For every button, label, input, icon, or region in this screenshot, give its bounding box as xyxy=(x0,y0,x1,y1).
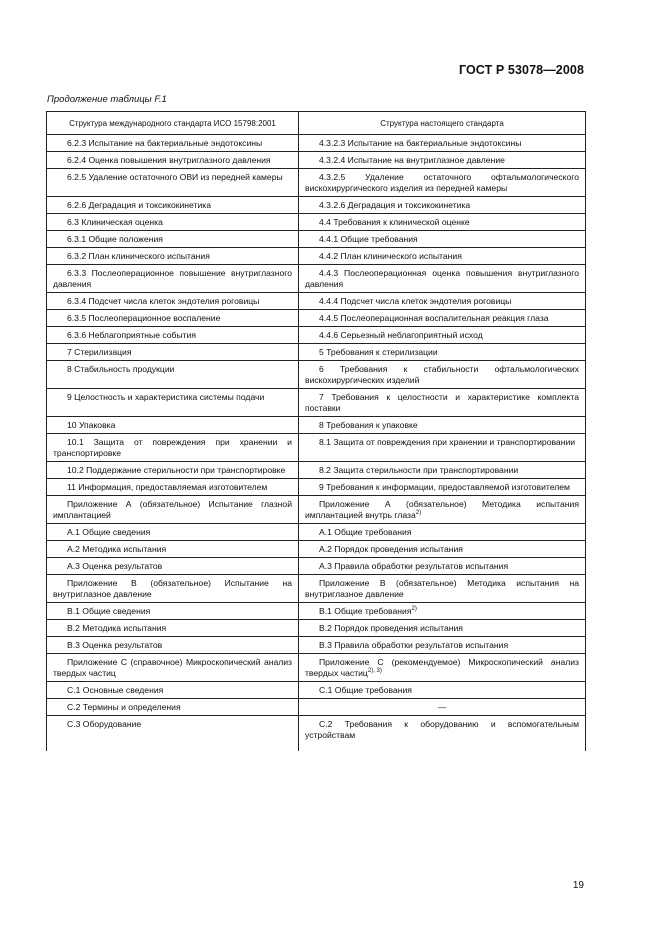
table-header-row xyxy=(47,112,586,135)
table-row xyxy=(47,479,586,496)
table-row xyxy=(47,620,586,637)
table-row xyxy=(47,169,586,197)
table-row xyxy=(47,265,586,293)
iso-cell: 6.3.4 Подсчет числа клеток эндотелия роговицы xyxy=(47,293,299,310)
table-row xyxy=(47,417,586,434)
iso-cell: 11 Информация, предоставляемая изготовителем xyxy=(47,479,299,496)
table-row xyxy=(47,152,586,169)
table-row xyxy=(47,389,586,417)
iso-cell: В.3 Оценка результатов xyxy=(47,637,299,654)
gost-cell: 4.3.2.3 Испытание на бактериальные эндотоксины xyxy=(299,135,586,152)
iso-cell: А.2 Методика испытания xyxy=(47,541,299,558)
gost-cell: С.2 Требования к оборудованию и вспомогательным устройствам xyxy=(299,716,586,752)
table-row xyxy=(47,248,586,265)
table-row xyxy=(47,135,586,152)
table-row xyxy=(47,361,586,389)
iso-cell: А.1 Общие сведения xyxy=(47,524,299,541)
table-row xyxy=(47,524,586,541)
iso-cell: 6.2.5 Удаление остаточного ОВИ из передней камеры xyxy=(47,169,299,197)
gost-cell-text: Приложение С (рекомендуемое) Микроскопический анализ твердых частиц xyxy=(305,657,579,678)
iso-cell: 6.2.6 Деградация и токсикокинетика xyxy=(47,197,299,214)
iso-cell: 10.2 Поддержание стерильности при транспортировке xyxy=(47,462,299,479)
iso-cell: С.3 Оборудование xyxy=(47,716,299,752)
document-code: ГОСТ Р 53078—2008 xyxy=(458,63,584,77)
iso-cell: 8 Стабильность продукции xyxy=(47,361,299,389)
footnote-mark: 2) xyxy=(411,606,417,613)
table-row xyxy=(47,310,586,327)
table-row xyxy=(47,699,586,716)
gost-cell: 4.4.6 Серьезный неблагоприятный исход xyxy=(299,327,586,344)
gost-cell: 4.3.2.6 Деградация и токсикокинетика xyxy=(299,197,586,214)
iso-cell: 6.3 Клиническая оценка xyxy=(47,214,299,231)
gost-cell: 9 Требования к информации, предоставляемой изготовителем xyxy=(299,479,586,496)
gost-cell: 4.4.1 Общие требования xyxy=(299,231,586,248)
iso-cell: 9 Целостность и характеристика системы подачи xyxy=(47,389,299,417)
column-header-national: Структура настоящего стандарта xyxy=(299,112,586,135)
iso-cell: С.2 Термины и определения xyxy=(47,699,299,716)
iso-cell: С.1 Основные сведения xyxy=(47,682,299,699)
iso-cell: В.1 Общие сведения xyxy=(47,603,299,620)
gost-cell: А.3 Правила обработки результатов испытания xyxy=(299,558,586,575)
gost-cell: В.2 Порядок проведения испытания xyxy=(299,620,586,637)
gost-cell: 8.1 Защита от повреждения при хранении и транспортировании xyxy=(299,434,586,462)
table-row xyxy=(47,293,586,310)
column-header-iso: Структура международного стандарта ИСО 15798:2001 xyxy=(47,112,299,135)
table-row xyxy=(47,575,586,603)
gost-cell: 8.2 Защита стерильности при транспортировании xyxy=(299,462,586,479)
iso-cell: 6.3.6 Неблагоприятные события xyxy=(47,327,299,344)
iso-cell: 6.3.3 Послеоперационное повышение внутриглазного давления xyxy=(47,265,299,293)
iso-cell: 6.2.3 Испытание на бактериальные эндотоксины xyxy=(47,135,299,152)
page-number: 19 xyxy=(572,880,584,891)
table-row xyxy=(47,197,586,214)
gost-cell: С.1 Общие требования xyxy=(299,682,586,699)
table-row xyxy=(47,214,586,231)
gost-cell: 7 Требования к целостности и характеристике комплекта поставки xyxy=(299,389,586,417)
table-row xyxy=(47,327,586,344)
table-row xyxy=(47,603,586,620)
gost-cell: Приложение В (обязательное) Методика испытания на внутриглазное давление xyxy=(299,575,586,603)
iso-cell: 7 Стерилизация xyxy=(47,344,299,361)
iso-cell: Приложение В (обязательное) Испытание на внутриглазное давление xyxy=(47,575,299,603)
gost-cell: 4.4.2 План клинического испытания xyxy=(299,248,586,265)
table-row xyxy=(47,434,586,462)
table-row xyxy=(47,637,586,654)
table-row xyxy=(47,496,586,524)
gost-cell xyxy=(299,603,586,620)
iso-cell: В.2 Методика испытания xyxy=(47,620,299,637)
gost-cell: В.3 Правила обработки результатов испытания xyxy=(299,637,586,654)
gost-cell: 6 Требования к стабильности офтальмологических вискохирургических изделий xyxy=(299,361,586,389)
iso-cell: 6.2.4 Оценка повышения внутриглазного давления xyxy=(47,152,299,169)
iso-cell: 10 Упаковка xyxy=(47,417,299,434)
iso-cell: 10.1 Защита от повреждения при хранении и транспортировке xyxy=(47,434,299,462)
table-row xyxy=(47,231,586,248)
table-row xyxy=(47,462,586,479)
gost-cell: 4.4.3 Послеоперационная оценка повышения внутриглазного давления xyxy=(299,265,586,293)
correspondence-table xyxy=(46,111,586,751)
gost-cell: 4.3.2.4 Испытание на внутриглазное давление xyxy=(299,152,586,169)
gost-cell: 4.4.4 Подсчет числа клеток эндотелия роговицы xyxy=(299,293,586,310)
table-row xyxy=(47,682,586,699)
footnote-mark: 2) xyxy=(415,510,422,517)
gost-cell-empty-dash: — xyxy=(299,699,586,716)
footnote-mark: 2), 3) xyxy=(367,668,382,675)
iso-cell: Приложение С (справочное) Микроскопический анализ твердых частиц xyxy=(47,654,299,682)
iso-cell: 6.3.5 Послеоперационное воспаление xyxy=(47,310,299,327)
table-row xyxy=(47,654,586,682)
table-row xyxy=(47,541,586,558)
gost-cell: 5 Требования к стерилизации xyxy=(299,344,586,361)
gost-cell: А.2 Порядок проведения испытания xyxy=(299,541,586,558)
iso-cell: Приложение А (обязательное) Испытание глазной имплантацией xyxy=(47,496,299,524)
gost-cell xyxy=(299,654,586,682)
gost-cell: 4.4.5 Послеоперационная воспалительная реакция глаза xyxy=(299,310,586,327)
table-row xyxy=(47,716,586,752)
table-row xyxy=(47,558,586,575)
gost-cell: 4.4 Требования к клинической оценке xyxy=(299,214,586,231)
table-row xyxy=(47,344,586,361)
gost-cell-text: В.1 Общие требования xyxy=(319,606,412,616)
gost-cell: 8 Требования к упаковке xyxy=(299,417,586,434)
gost-cell-text: Приложение А (обязательное) Методика испытания имплантацией внутрь глаза xyxy=(305,499,579,520)
table-caption: Продолжение таблицы F.1 xyxy=(47,94,167,105)
gost-cell: А.1 Общие требования xyxy=(299,524,586,541)
gost-cell: 4.3.2.5 Удаление остаточного офтальмологического вискохирургического изделия из передней камеры xyxy=(299,169,586,197)
iso-cell: А.3 Оценка результатов xyxy=(47,558,299,575)
iso-cell: 6.3.2 План клинического испытания xyxy=(47,248,299,265)
gost-cell xyxy=(299,496,586,524)
iso-cell: 6.3.1 Общие положения xyxy=(47,231,299,248)
